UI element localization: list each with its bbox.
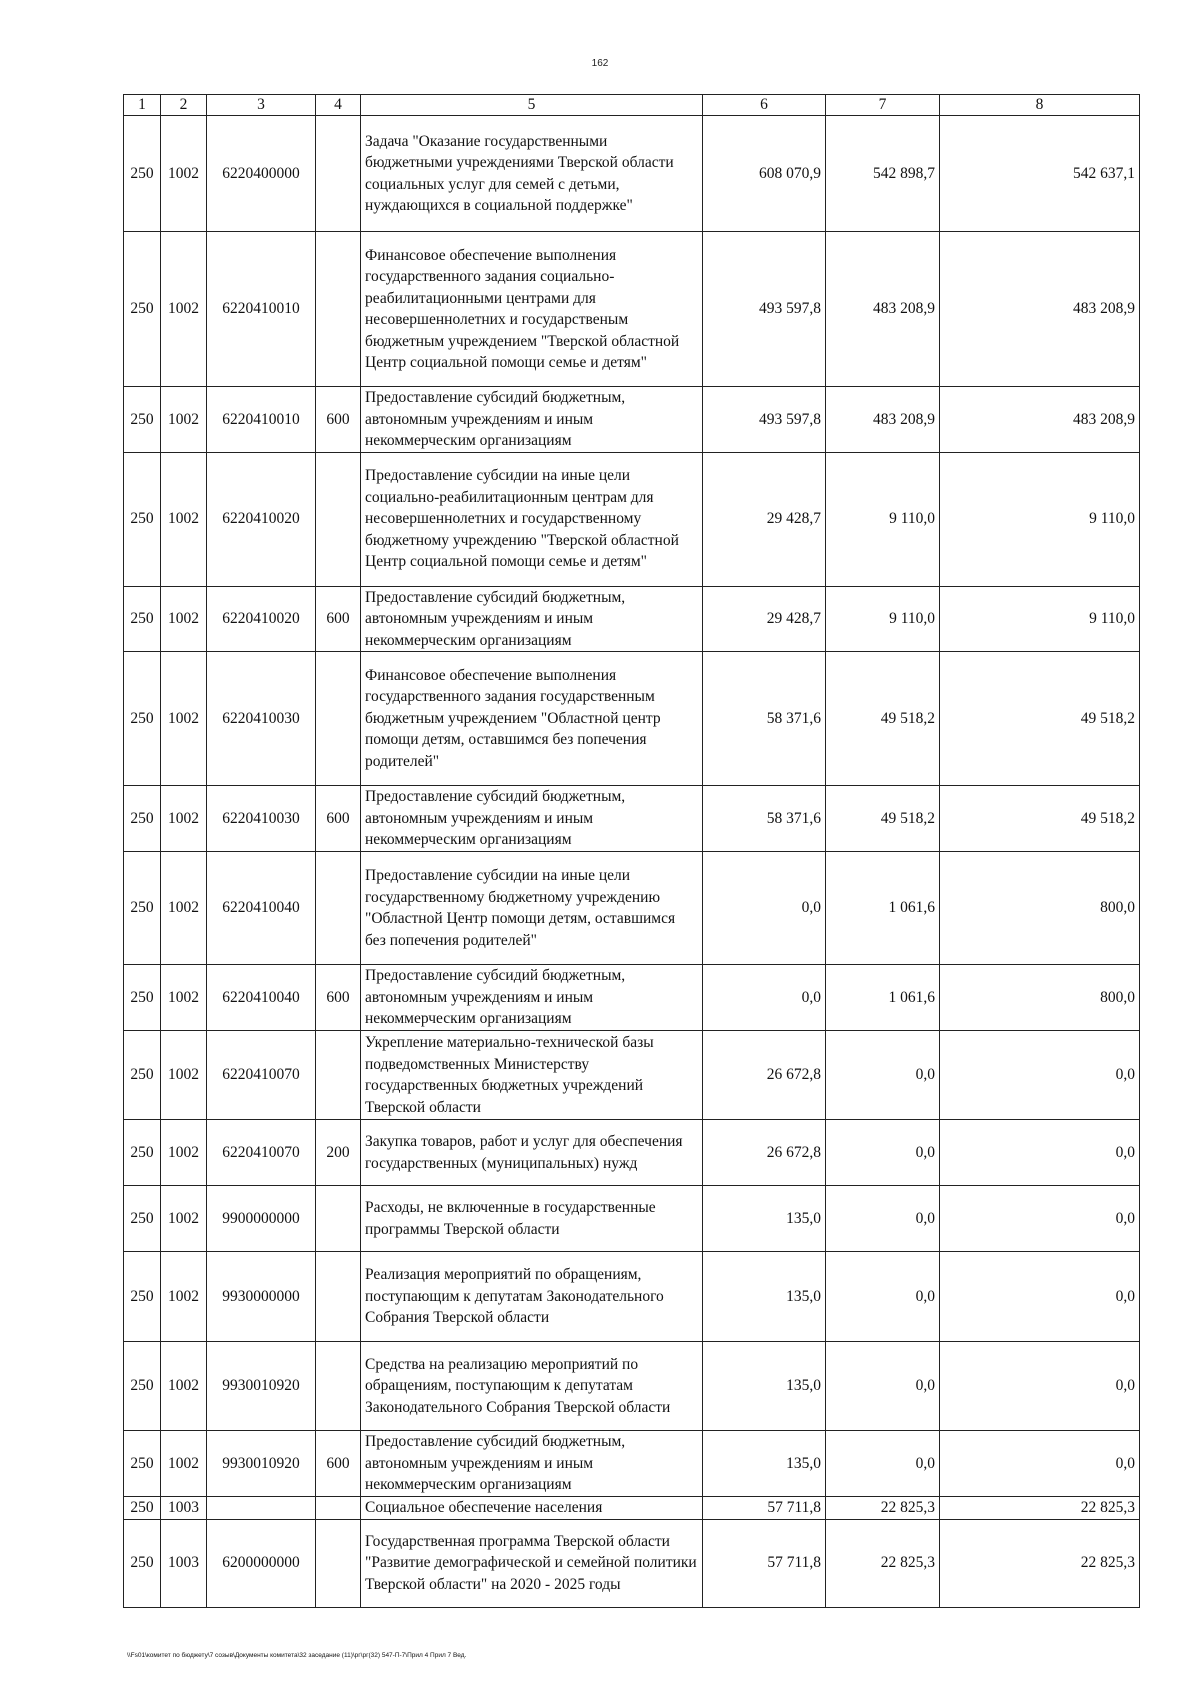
cell-target-code: 6220410020 [207,452,316,586]
cell-amount-col6: 493 597,8 [703,232,826,387]
cell-amount-col6: 0,0 [703,965,826,1031]
cell-section-code: 1002 [161,1120,207,1186]
cell-target-code: 6220410040 [207,852,316,965]
cell-amount-col7: 22 825,3 [826,1497,940,1520]
cell-amount-col7: 9 110,0 [826,586,940,652]
table-row [124,387,1140,453]
cell-expense-type: 600 [316,965,361,1031]
table-row [124,965,1140,1031]
cell-amount-col6: 57 711,8 [703,1519,826,1607]
cell-amount-col8: 483 208,9 [940,387,1140,453]
cell-section-code: 1002 [161,1031,207,1120]
cell-amount-col6: 135,0 [703,1342,826,1431]
cell-amount-col6: 57 711,8 [703,1497,826,1520]
cell-amount-col8: 0,0 [940,1252,1140,1342]
table-row [124,1120,1140,1186]
cell-expense-type [316,1252,361,1342]
cell-amount-col7: 0,0 [826,1031,940,1120]
cell-description: Государственная программа Тверской области "Развитие демографической и семейной политики Тверской области" на 2020 - 2025 годы [361,1519,703,1607]
cell-expense-type: 600 [316,586,361,652]
cell-description: Реализация мероприятий по обращениям, поступающим к депутатам Законодательного Собрания Тверской области [361,1252,703,1342]
cell-description: Укрепление материально-технической базы подведомственных Министерству государственных бюджетных учреждений Тверской области [361,1031,703,1120]
cell-amount-col8: 542 637,1 [940,116,1140,232]
cell-amount-col7: 49 518,2 [826,652,940,786]
cell-target-code: 6220410020 [207,586,316,652]
cell-description: Предоставление субсидий бюджетным, автономным учреждениям и иным некоммерческим организациям [361,586,703,652]
cell-description: Финансовое обеспечение выполнения государственного задания государственным бюджетным учреждением "Областной центр помощи детям, оставшимся без попечения родителей" [361,652,703,786]
cell-section-code: 1002 [161,387,207,453]
cell-expense-type [316,852,361,965]
table-row [124,1252,1140,1342]
cell-expense-type: 600 [316,387,361,453]
cell-description: Предоставление субсидии на иные цели государственному бюджетному учреждению "Областной Центр помощи детям, оставшимся без попечения родителей" [361,852,703,965]
cell-amount-col7: 49 518,2 [826,786,940,852]
table-row [124,786,1140,852]
cell-admin-code: 250 [124,387,161,453]
cell-amount-col6: 29 428,7 [703,586,826,652]
cell-description: Расходы, не включенные в государственные программы Тверской области [361,1186,703,1252]
cell-amount-col8: 0,0 [940,1342,1140,1431]
cell-expense-type [316,232,361,387]
column-header: 6 [703,95,826,116]
cell-target-code: 6220400000 [207,116,316,232]
cell-amount-col6: 493 597,8 [703,387,826,453]
cell-amount-col8: 9 110,0 [940,586,1140,652]
cell-admin-code: 250 [124,1252,161,1342]
cell-description: Предоставление субсидий бюджетным, автономным учреждениям и иным некоммерческим организациям [361,786,703,852]
column-header: 1 [124,95,161,116]
cell-expense-type: 600 [316,1431,361,1497]
table-row [124,1031,1140,1120]
table-row [124,452,1140,586]
cell-amount-col7: 483 208,9 [826,387,940,453]
cell-description: Предоставление субсидий бюджетным, автономным учреждениям и иным некоммерческим организациям [361,1431,703,1497]
cell-description: Предоставление субсидии на иные цели социально-реабилитационным центрам для несовершеннолетних и государственному бюджетному учреждению "Тверской областной Центр социальной помощи семье и детям" [361,452,703,586]
cell-description: Закупка товаров, работ и услуг для обеспечения государственных (муниципальных) нужд [361,1120,703,1186]
cell-expense-type [316,452,361,586]
cell-expense-type [316,1342,361,1431]
cell-description: Средства на реализацию мероприятий по обращениям, поступающим к депутатам Законодательного Собрания Тверской области [361,1342,703,1431]
cell-expense-type: 200 [316,1120,361,1186]
cell-expense-type [316,1031,361,1120]
table-row [124,116,1140,232]
cell-amount-col8: 483 208,9 [940,232,1140,387]
column-header: 5 [361,95,703,116]
cell-target-code: 9930010920 [207,1431,316,1497]
cell-section-code: 1002 [161,1342,207,1431]
cell-expense-type [316,1186,361,1252]
cell-amount-col8: 0,0 [940,1120,1140,1186]
cell-admin-code: 250 [124,116,161,232]
cell-admin-code: 250 [124,1031,161,1120]
column-header: 2 [161,95,207,116]
cell-amount-col7: 0,0 [826,1252,940,1342]
cell-admin-code: 250 [124,1519,161,1607]
cell-amount-col7: 0,0 [826,1431,940,1497]
cell-description: Задача "Оказание государственными бюджетными учреждениями Тверской области социальных услуг для семей с детьми, нуждающихся в социальной поддержке" [361,116,703,232]
cell-description: Социальное обеспечение населения [361,1497,703,1520]
cell-admin-code: 250 [124,452,161,586]
table-header-row [124,95,1140,116]
cell-expense-type [316,1519,361,1607]
table-row [124,652,1140,786]
cell-amount-col8: 49 518,2 [940,786,1140,852]
cell-description: Финансовое обеспечение выполнения государственного задания социально-реабилитационными центрами для несовершеннолетних и государственым бюджетным учреждением "Тверской областной Центр социальной помощи семье и детям" [361,232,703,387]
cell-section-code: 1003 [161,1519,207,1607]
cell-target-code: 6220410070 [207,1120,316,1186]
cell-amount-col6: 135,0 [703,1431,826,1497]
cell-amount-col8: 800,0 [940,965,1140,1031]
cell-amount-col6: 608 070,9 [703,116,826,232]
cell-amount-col7: 9 110,0 [826,452,940,586]
cell-amount-col6: 58 371,6 [703,652,826,786]
column-header: 8 [940,95,1140,116]
cell-amount-col7: 483 208,9 [826,232,940,387]
cell-expense-type [316,652,361,786]
cell-admin-code: 250 [124,232,161,387]
column-header: 3 [207,95,316,116]
cell-amount-col8: 22 825,3 [940,1519,1140,1607]
cell-amount-col8: 49 518,2 [940,652,1140,786]
cell-target-code: 6220410010 [207,232,316,387]
cell-amount-col7: 0,0 [826,1120,940,1186]
cell-amount-col8: 22 825,3 [940,1497,1140,1520]
table-row [124,1186,1140,1252]
cell-amount-col7: 1 061,6 [826,852,940,965]
table-row [124,852,1140,965]
cell-amount-col8: 0,0 [940,1431,1140,1497]
cell-admin-code: 250 [124,1120,161,1186]
budget-table [123,94,1140,1608]
table-row [124,232,1140,387]
cell-amount-col8: 9 110,0 [940,452,1140,586]
cell-amount-col7: 542 898,7 [826,116,940,232]
cell-amount-col6: 26 672,8 [703,1120,826,1186]
cell-amount-col7: 0,0 [826,1342,940,1431]
table-row [124,1519,1140,1607]
cell-amount-col8: 0,0 [940,1186,1140,1252]
cell-target-code: 6220410040 [207,965,316,1031]
cell-amount-col7: 1 061,6 [826,965,940,1031]
cell-expense-type: 600 [316,786,361,852]
cell-amount-col6: 29 428,7 [703,452,826,586]
cell-description: Предоставление субсидий бюджетным, автономным учреждениям и иным некоммерческим организациям [361,387,703,453]
cell-admin-code: 250 [124,1497,161,1520]
cell-admin-code: 250 [124,1431,161,1497]
cell-admin-code: 250 [124,586,161,652]
cell-admin-code: 250 [124,1186,161,1252]
cell-section-code: 1002 [161,232,207,387]
page-number: 162 [591,58,609,69]
cell-target-code: 6220410070 [207,1031,316,1120]
column-header: 4 [316,95,361,116]
cell-amount-col7: 0,0 [826,1186,940,1252]
cell-target-code [207,1497,316,1520]
cell-target-code: 9930010920 [207,1342,316,1431]
cell-target-code: 9900000000 [207,1186,316,1252]
footer-file-path: \\Fs01\комитет по бюджету\7 созыв\Документы комитета\32 заседание (11)\рг\рг(32) 547-П-7\Прил 4 Прил 7 Вед. [127,1652,467,1659]
table-row [124,1431,1140,1497]
cell-section-code: 1003 [161,1497,207,1520]
cell-target-code: 9930000000 [207,1252,316,1342]
cell-section-code: 1002 [161,652,207,786]
cell-section-code: 1002 [161,586,207,652]
cell-section-code: 1002 [161,786,207,852]
cell-amount-col6: 135,0 [703,1186,826,1252]
cell-amount-col6: 0,0 [703,852,826,965]
cell-amount-col6: 135,0 [703,1252,826,1342]
table-row [124,586,1140,652]
cell-admin-code: 250 [124,652,161,786]
cell-section-code: 1002 [161,1252,207,1342]
table-row [124,1342,1140,1431]
cell-amount-col8: 0,0 [940,1031,1140,1120]
cell-expense-type [316,1497,361,1520]
cell-expense-type [316,116,361,232]
cell-admin-code: 250 [124,965,161,1031]
cell-section-code: 1002 [161,1186,207,1252]
cell-admin-code: 250 [124,1342,161,1431]
cell-section-code: 1002 [161,116,207,232]
cell-amount-col6: 58 371,6 [703,786,826,852]
cell-amount-col6: 26 672,8 [703,1031,826,1120]
cell-target-code: 6220410010 [207,387,316,453]
cell-target-code: 6220410030 [207,786,316,852]
cell-amount-col7: 22 825,3 [826,1519,940,1607]
cell-section-code: 1002 [161,1431,207,1497]
cell-admin-code: 250 [124,852,161,965]
column-header: 7 [826,95,940,116]
cell-section-code: 1002 [161,452,207,586]
cell-amount-col8: 800,0 [940,852,1140,965]
cell-target-code: 6200000000 [207,1519,316,1607]
cell-section-code: 1002 [161,852,207,965]
cell-target-code: 6220410030 [207,652,316,786]
cell-section-code: 1002 [161,965,207,1031]
cell-description: Предоставление субсидий бюджетным, автономным учреждениям и иным некоммерческим организациям [361,965,703,1031]
cell-admin-code: 250 [124,786,161,852]
table-row [124,1497,1140,1520]
